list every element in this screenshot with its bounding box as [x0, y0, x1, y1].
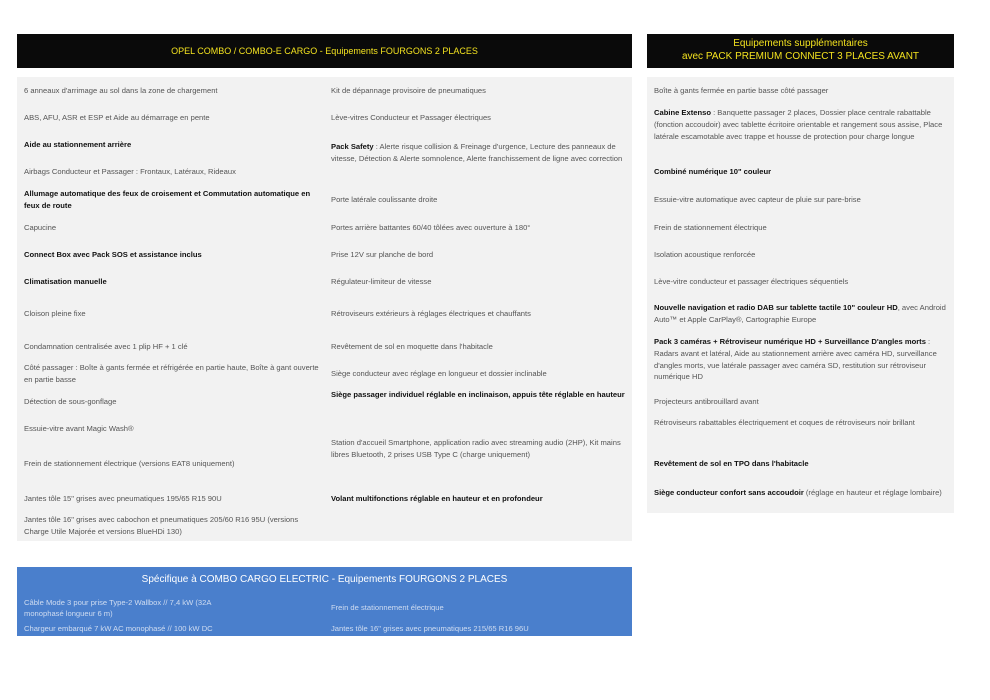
right-header-line2: avec PACK PREMIUM CONNECT 3 PLACES AVANT [681, 51, 920, 62]
item-desc: : Banquette passager 2 places, Dossier place centrale rabattable (fonction accoudoir) avec tablette écritoire orientable et rangement sous assise, Place latérale escamotable avec trappe et housse de protection pour charge longue [654, 108, 943, 141]
premium-item: Boîte à gants fermée en partie basse côté passager [654, 86, 829, 95]
premium-item: Lève-vitre conducteur et passager électriques séquentiels [654, 277, 849, 286]
electric-item: Chargeur embarqué 7 kW AC monophasé // 100 kW DC [24, 624, 213, 633]
equipment-item: Rétroviseurs extérieurs à réglages électriques et chauffants [331, 309, 531, 318]
premium-item: Rétroviseurs rabattables électriquement et coques de rétroviseurs noir brillant [654, 418, 915, 427]
premium-item: Revêtement de sol en TPO dans l'habitacle [654, 459, 809, 468]
equipment-item: Allumage automatique des feux de croisement et Commutation automatique en feux de route [24, 189, 311, 210]
premium-item [654, 107, 949, 142]
equipment-item: Portes arrière battantes 60/40 tôlées avec ouverture à 180° [331, 223, 531, 232]
item-desc: : Alerte risque collision & Freinage d'urgence, Lecture des panneaux de vitesse, Détection & Alerte somnolence, Alerte franchissement de ligne avec correction [331, 142, 623, 163]
equipment-item: Connect Box avec Pack SOS et assistance inclus [24, 250, 202, 259]
premium-item [654, 487, 949, 499]
electric-section-header: Spécifique à COMBO CARGO ELECTRIC - Equipements FOURGONS 2 PLACES [17, 567, 632, 593]
equipment-item [331, 141, 629, 165]
left-table-header: OPEL COMBO / COMBO-E CARGO - Equipements FOURGONS 2 PLACES [17, 34, 632, 68]
item-title: Pack Safety [331, 142, 374, 151]
equipment-item: Frein de stationnement électrique (versions EAT8 uniquement) [24, 459, 235, 468]
equipment-item: Station d'accueil Smartphone, application radio avec streaming audio (2HP), Kit mains libres Bluetooth, 2 prises USB Type C (charge uniquement) [331, 438, 621, 459]
equipment-item: Siège passager individuel réglable en inclinaison, appuis tête réglable en hauteur [331, 390, 625, 399]
equipment-item: Kit de dépannage provisoire de pneumatiques [331, 86, 486, 95]
equipment-item: Cloison pleine fixe [24, 309, 86, 318]
premium-item [654, 336, 949, 383]
equipment-item: Condamnation centralisée avec 1 plip HF + 1 clé [24, 342, 188, 351]
item-desc: , avec Android Auto™ et Apple CarPlay®, Cartographie Europe [654, 303, 946, 324]
equipment-item: ABS, AFU, ASR et ESP et Aide au démarrage en pente [24, 113, 210, 122]
item-title: Cabine Extenso [654, 108, 711, 117]
equipment-item: Capucine [24, 223, 57, 232]
electric-item: Câble Mode 3 pour prise Type-2 Wallbox // 7,4 kW (32A monophasé longueur 6 m) [24, 598, 211, 618]
equipment-item: Volant multifonctions réglable en hauteur et en profondeur [331, 494, 543, 503]
electric-item: Frein de stationnement électrique [331, 603, 444, 612]
item-title: Nouvelle navigation et radio DAB sur tablette tactile 10" couleur HD [654, 303, 898, 312]
equipment-item: Côté passager : Boîte à gants fermée et réfrigérée en partie haute, Boîte à gant ouverte en partie basse [24, 363, 319, 384]
equipment-item: Aide au stationnement arrière [24, 140, 132, 149]
equipment-item: Porte latérale coulissante droite [331, 195, 438, 204]
equipment-item: Revêtement de sol en moquette dans l'habitacle [331, 342, 493, 351]
equipment-item: Prise 12V sur planche de bord [331, 250, 434, 259]
item-desc: : Radars avant et latéral, Aide au stationnement arrière avec caméra HD, surveillance d'angles morts, vue latérale passager avec caméra SD, restitution sur rétroviseur numérique HD [654, 337, 937, 382]
premium-item: Frein de stationnement électrique [654, 223, 767, 232]
right-header-line1: Equipements supplémentaires [733, 38, 868, 49]
equipment-item: Essuie-vitre avant Magic Wash® [24, 424, 134, 433]
equipment-item: Airbags Conducteur et Passager : Frontaux, Latéraux, Rideaux [24, 167, 236, 176]
premium-equipment-panel [647, 77, 954, 513]
equipment-item: Siège conducteur avec réglage en longueur et dossier inclinable [331, 369, 547, 378]
premium-item: Isolation acoustique renforcée [654, 250, 756, 259]
premium-item [654, 302, 949, 326]
item-title: Siège conducteur confort sans accoudoir [654, 488, 804, 497]
right-table-header [647, 34, 954, 68]
equipment-item: Lève-vitres Conducteur et Passager électriques [331, 113, 491, 122]
premium-item: Projecteurs antibrouillard avant [654, 397, 759, 406]
equipment-item: Jantes tôle 16" grises avec cabochon et pneumatiques 205/60 R16 95U (versions Charge Utile Majorée et versions BlueHDi 130) [24, 515, 299, 536]
equipment-item: Détection de sous-gonflage [24, 397, 117, 406]
electric-item: Jantes tôle 16" grises avec pneumatiques 215/65 R16 96U [331, 624, 529, 633]
equipment-item: Climatisation manuelle [24, 277, 107, 286]
premium-item: Essuie-vitre automatique avec capteur de pluie sur pare-brise [654, 195, 861, 204]
item-title: Pack 3 caméras + Rétroviseur numérique HD + Surveillance D'angles morts [654, 337, 926, 346]
equipment-item: 6 anneaux d'arrimage au sol dans la zone de chargement [24, 86, 218, 95]
equipment-item: Régulateur-limiteur de vitesse [331, 277, 432, 286]
premium-item: Combiné numérique 10" couleur [654, 167, 772, 176]
item-desc: (réglage en hauteur et réglage lombaire) [803, 488, 942, 497]
equipment-item: Jantes tôle 15" grises avec pneumatiques 195/65 R15 90U [24, 494, 222, 503]
